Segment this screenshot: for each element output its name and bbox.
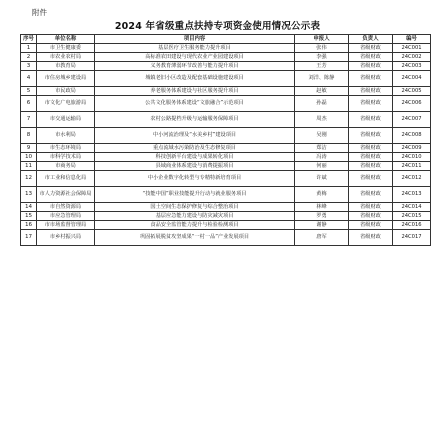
cell-unit: 市农业农村局 bbox=[37, 53, 95, 62]
table-row bbox=[21, 162, 431, 171]
cell-applicant: 黄梅 bbox=[295, 187, 349, 203]
table-row bbox=[21, 203, 431, 212]
cell-content: 公共文化服务体系建设“文旅融合”示范项目 bbox=[95, 96, 295, 112]
table-row bbox=[21, 171, 431, 187]
cell-applicant: 张伟 bbox=[295, 44, 349, 53]
cell-applicant: 周杰 bbox=[295, 112, 349, 128]
cell-unit: 市住房城乡建设局 bbox=[37, 71, 95, 87]
cell-unit: 市应急管理局 bbox=[37, 212, 95, 221]
cell-content: 巩固拓展脱贫攻坚成果“一村一品”产业发展项目 bbox=[95, 230, 295, 246]
cell-unit: 市自然资源局 bbox=[37, 203, 95, 212]
cell-manager: 省级财政 bbox=[349, 144, 393, 153]
cell-manager: 省级财政 bbox=[349, 221, 393, 230]
header-content: 项目内容 bbox=[95, 35, 295, 44]
cell-unit: 市科学技术局 bbox=[37, 153, 95, 162]
cell-code: 24C003 bbox=[393, 62, 431, 71]
table-row bbox=[21, 212, 431, 221]
cell-unit: 市教育局 bbox=[37, 62, 95, 71]
cell-manager: 省级财政 bbox=[349, 230, 393, 246]
document-title: 2024 年省级重点扶持专项资金使用情况公示表 bbox=[114, 21, 321, 32]
cell-code: 24C010 bbox=[393, 153, 431, 162]
cell-no: 5 bbox=[21, 87, 37, 96]
cell-content: 城镇老旧小区改造及配套基础设施建设项目 bbox=[95, 71, 295, 87]
cell-unit: 市人力资源社会保障局 bbox=[37, 187, 95, 203]
cell-applicant: 王芳 bbox=[295, 62, 349, 71]
cell-unit: 市民政局 bbox=[37, 87, 95, 96]
cell-applicant: 罗勇 bbox=[295, 212, 349, 221]
cell-content: 国土空间生态保护修复与综合整治项目 bbox=[95, 203, 295, 212]
cell-no: 1 bbox=[21, 44, 37, 53]
cell-manager: 省级财政 bbox=[349, 62, 393, 71]
table-row bbox=[21, 221, 431, 230]
table-row bbox=[21, 128, 431, 144]
cell-unit: 市工业和信息化局 bbox=[37, 171, 95, 187]
table-row bbox=[21, 44, 431, 53]
cell-content: “技能中国”职业技能提升行动与就业服务项目 bbox=[95, 187, 295, 203]
header-manager: 负责人 bbox=[349, 35, 393, 44]
table-row bbox=[21, 144, 431, 153]
cell-code: 24C007 bbox=[393, 112, 431, 128]
table-row bbox=[21, 230, 431, 246]
cell-code: 24C016 bbox=[393, 221, 431, 230]
cell-no: 14 bbox=[21, 203, 37, 212]
cell-no: 7 bbox=[21, 112, 37, 128]
cell-manager: 省级财政 bbox=[349, 171, 393, 187]
cell-manager: 省级财政 bbox=[349, 87, 393, 96]
table-row bbox=[21, 96, 431, 112]
cell-unit: 市交通运输局 bbox=[37, 112, 95, 128]
cell-manager: 省级财政 bbox=[349, 112, 393, 128]
cell-manager: 省级财政 bbox=[349, 153, 393, 162]
cell-applicant: 李强 bbox=[295, 53, 349, 62]
cell-code: 24C014 bbox=[393, 203, 431, 212]
table-row bbox=[21, 71, 431, 87]
table-row bbox=[21, 153, 431, 162]
cell-manager: 省级财政 bbox=[349, 128, 393, 144]
project-table bbox=[20, 34, 431, 246]
cell-content: 农村公路提档升级与运输服务保障项目 bbox=[95, 112, 295, 128]
cell-no: 11 bbox=[21, 162, 37, 171]
cell-unit: 市市场监督管理局 bbox=[37, 221, 95, 230]
table-row bbox=[21, 187, 431, 203]
cell-no: 13 bbox=[21, 187, 37, 203]
cell-content: 义务教育薄弱环节改善与能力提升项目 bbox=[95, 62, 295, 71]
cell-manager: 省级财政 bbox=[349, 187, 393, 203]
cell-code: 24C002 bbox=[393, 53, 431, 62]
cell-no: 8 bbox=[21, 128, 37, 144]
cell-applicant: 许斌 bbox=[295, 171, 349, 187]
cell-unit: 市生态环境局 bbox=[37, 144, 95, 153]
cell-content: 重点流域水污染防治及生态修复项目 bbox=[95, 144, 295, 153]
cell-code: 24C012 bbox=[393, 171, 431, 187]
cell-manager: 省级财政 bbox=[349, 212, 393, 221]
cell-unit: 市商务局 bbox=[37, 162, 95, 171]
cell-content: 基层应急能力建设与防灾减灾项目 bbox=[95, 212, 295, 221]
cell-code: 24C005 bbox=[393, 87, 431, 96]
cell-content: 食品安全监管能力提升与检验检测项目 bbox=[95, 221, 295, 230]
cell-content: 中小企业数字化转型与专精特新培育项目 bbox=[95, 171, 295, 187]
cell-code: 24C008 bbox=[393, 128, 431, 144]
cell-no: 4 bbox=[21, 71, 37, 87]
cell-code: 24C013 bbox=[393, 187, 431, 203]
cell-no: 17 bbox=[21, 230, 37, 246]
cell-manager: 省级财政 bbox=[349, 53, 393, 62]
cell-no: 10 bbox=[21, 153, 37, 162]
cell-code: 24C017 bbox=[393, 230, 431, 246]
cell-content: 高标准农田建设与现代农业产业园建设项目 bbox=[95, 53, 295, 62]
table-body bbox=[21, 44, 431, 246]
table-row bbox=[21, 53, 431, 62]
cell-applicant: 谢静 bbox=[295, 221, 349, 230]
cell-code: 24C001 bbox=[393, 44, 431, 53]
cell-applicant: 赵敏 bbox=[295, 87, 349, 96]
cell-manager: 省级财政 bbox=[349, 71, 393, 87]
cell-content: 基层医疗卫生服务能力提升项目 bbox=[95, 44, 295, 53]
table-row bbox=[21, 87, 431, 96]
cell-applicant: 冯涛 bbox=[295, 153, 349, 162]
cell-unit: 市水利局 bbox=[37, 128, 95, 144]
table-header-row bbox=[21, 35, 431, 44]
cell-no: 15 bbox=[21, 212, 37, 221]
cell-content: 县域商业体系建设与消费提振项目 bbox=[95, 162, 295, 171]
header-code: 编号 bbox=[393, 35, 431, 44]
cell-no: 9 bbox=[21, 144, 37, 153]
cell-code: 24C015 bbox=[393, 212, 431, 221]
cell-applicant: 吴刚 bbox=[295, 128, 349, 144]
cell-manager: 省级财政 bbox=[349, 44, 393, 53]
cell-applicant: 唐军 bbox=[295, 230, 349, 246]
cell-unit: 市文化广电旅游局 bbox=[37, 96, 95, 112]
cell-applicant: 郑洁 bbox=[295, 144, 349, 153]
cell-no: 6 bbox=[21, 96, 37, 112]
cell-no: 3 bbox=[21, 62, 37, 71]
cell-content: 科技创新平台建设与成果转化项目 bbox=[95, 153, 295, 162]
cell-applicant: 孙磊 bbox=[295, 96, 349, 112]
cell-applicant: 何丽 bbox=[295, 162, 349, 171]
header-unit: 单位名称 bbox=[37, 35, 95, 44]
header-applicant: 申报人 bbox=[295, 35, 349, 44]
cell-no: 16 bbox=[21, 221, 37, 230]
cell-content: 中小河流治理及“水美乡村”建设项目 bbox=[95, 128, 295, 144]
cell-manager: 省级财政 bbox=[349, 96, 393, 112]
cell-no: 2 bbox=[21, 53, 37, 62]
table-row bbox=[21, 112, 431, 128]
cell-code: 24C009 bbox=[393, 144, 431, 153]
cell-unit: 市卫生健康委 bbox=[37, 44, 95, 53]
cell-manager: 省级财政 bbox=[349, 162, 393, 171]
header-no: 序号 bbox=[21, 35, 37, 44]
cell-code: 24C011 bbox=[393, 162, 431, 171]
cell-applicant: 刘洋、陈静 bbox=[295, 71, 349, 87]
attachment-label: 附件 bbox=[32, 8, 47, 17]
cell-content: 养老服务体系建设与社区服务提升项目 bbox=[95, 87, 295, 96]
cell-no: 12 bbox=[21, 171, 37, 187]
cell-manager: 省级财政 bbox=[349, 203, 393, 212]
cell-unit: 市乡村振兴局 bbox=[37, 230, 95, 246]
cell-code: 24C004 bbox=[393, 71, 431, 87]
cell-code: 24C006 bbox=[393, 96, 431, 112]
table-row bbox=[21, 62, 431, 71]
cell-applicant: 林峰 bbox=[295, 203, 349, 212]
